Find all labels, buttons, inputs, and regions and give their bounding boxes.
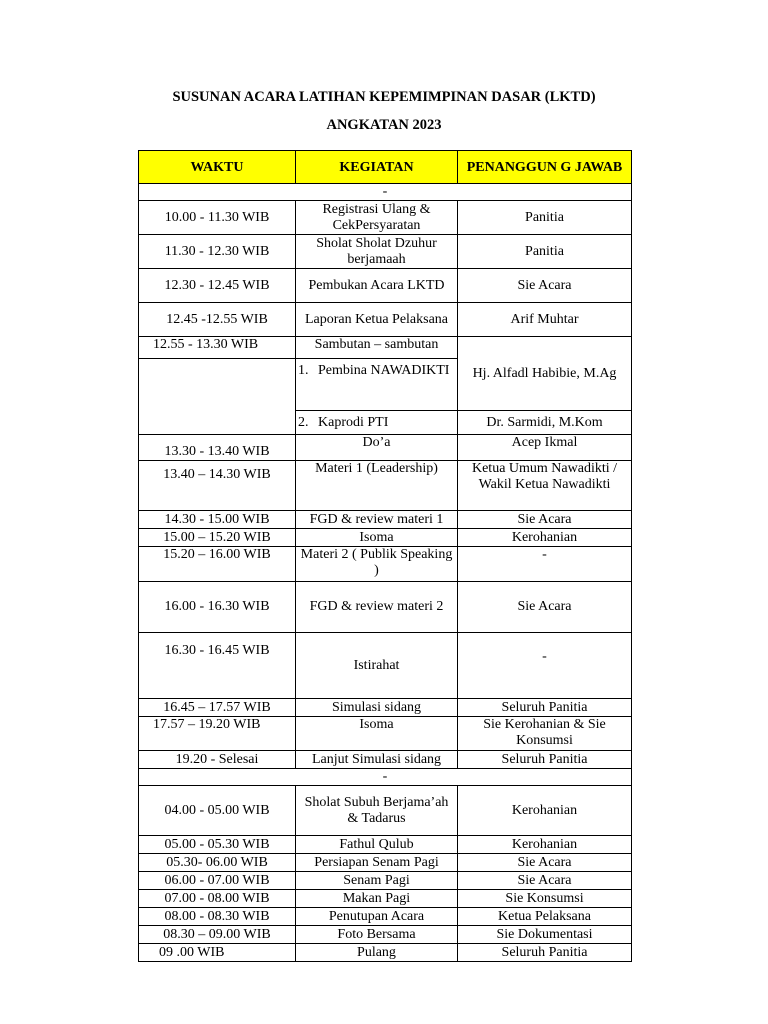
waktu-cell: 16.30 - 16.45 WIB xyxy=(139,633,296,699)
table-row xyxy=(139,269,632,303)
kegiatan-cell: Isoma xyxy=(296,717,458,751)
pj-cell: Sie Acara xyxy=(458,854,632,872)
waktu-cell: 15.00 – 15.20 WIB xyxy=(139,529,296,547)
schedule-table xyxy=(138,150,632,962)
kegiatan-cell: Isoma xyxy=(296,529,458,547)
kegiatan-cell: Laporan Ketua Pelaksana xyxy=(296,303,458,337)
pj-cell: - xyxy=(458,547,632,582)
list-number: 2. xyxy=(298,414,309,430)
pj-cell: Panitia xyxy=(458,235,632,269)
table-row xyxy=(139,337,632,359)
waktu-cell: 04.00 - 05.00 WIB xyxy=(139,786,296,836)
waktu-cell: 11.30 - 12.30 WIB xyxy=(139,235,296,269)
kegiatan-cell: Foto Bersama xyxy=(296,926,458,944)
waktu-cell: 07.00 - 08.00 WIB xyxy=(139,890,296,908)
table-row xyxy=(139,435,632,461)
pj-cell: Sie Konsumsi xyxy=(458,890,632,908)
table-row xyxy=(139,890,632,908)
pj-cell: Arif Muhtar xyxy=(458,303,632,337)
waktu-cell: 12.30 - 12.45 WIB xyxy=(139,269,296,303)
waktu-cell: 16.00 - 16.30 WIB xyxy=(139,582,296,633)
waktu-cell: 16.45 – 17.57 WIB xyxy=(139,699,296,717)
table-row xyxy=(139,944,632,962)
table-row xyxy=(139,854,632,872)
kegiatan-cell: FGD & review materi 1 xyxy=(296,511,458,529)
pj-cell: Seluruh Panitia xyxy=(458,944,632,962)
kegiatan-cell: Persiapan Senam Pagi xyxy=(296,854,458,872)
waktu-cell: 09 .00 WIB xyxy=(139,944,296,962)
table-row xyxy=(139,201,632,235)
header-kegiatan: KEGIATAN xyxy=(296,151,458,184)
pj-cell: Dr. Sarmidi, M.Kom xyxy=(458,411,632,435)
pj-cell: Hj. Alfadl Habibie, M.Ag xyxy=(458,337,632,411)
kegiatan-cell: Senam Pagi xyxy=(296,872,458,890)
waktu-cell: 17.57 – 19.20 WIB xyxy=(139,717,296,751)
pj-cell: Kerohanian xyxy=(458,836,632,854)
table-row xyxy=(139,582,632,633)
pj-cell: Seluruh Panitia xyxy=(458,751,632,769)
waktu-cell: 15.20 – 16.00 WIB xyxy=(139,547,296,582)
document-subtitle: ANGKATAN 2023 xyxy=(326,117,442,133)
table-row xyxy=(139,926,632,944)
pj-cell: Sie Acara xyxy=(458,582,632,633)
separator-cell: - xyxy=(139,769,632,786)
pj-cell: Kerohanian xyxy=(458,786,632,836)
pj-cell: Kerohanian xyxy=(458,529,632,547)
pj-cell: Panitia xyxy=(458,201,632,235)
pj-cell: Ketua Pelaksana xyxy=(458,908,632,926)
table-row xyxy=(139,751,632,769)
pj-cell: - xyxy=(458,633,632,699)
separator-row xyxy=(139,184,632,201)
table-row xyxy=(139,235,632,269)
kegiatan-cell: Penutupan Acara xyxy=(296,908,458,926)
separator-row xyxy=(139,769,632,786)
kegiatan-text: Pembina NAWADIKTI xyxy=(318,363,450,378)
waktu-cell: 05.30- 06.00 WIB xyxy=(139,854,296,872)
waktu-cell-empty xyxy=(139,359,296,435)
kegiatan-cell: FGD & review materi 2 xyxy=(296,582,458,633)
document-title: SUSUNAN ACARA LATIHAN KEPEMIMPINAN DASAR (LKTD) xyxy=(172,89,596,105)
waktu-cell: 10.00 - 11.30 WIB xyxy=(139,201,296,235)
kegiatan-cell: Materi 1 (Leadership) xyxy=(296,461,458,511)
table-row xyxy=(139,547,632,582)
table-row xyxy=(139,836,632,854)
kegiatan-cell: Simulasi sidang xyxy=(296,699,458,717)
pj-cell: Sie Dokumentasi xyxy=(458,926,632,944)
kegiatan-cell: Lanjut Simulasi sidang xyxy=(296,751,458,769)
waktu-cell: 13.40 – 14.30 WIB xyxy=(139,461,296,511)
table-row xyxy=(139,511,632,529)
table-row xyxy=(139,908,632,926)
kegiatan-cell: Sholat Subuh Berjama’ah & Tadarus xyxy=(296,786,458,836)
kegiatan-cell: Fathul Qulub xyxy=(296,836,458,854)
waktu-cell: 12.45 -12.55 WIB xyxy=(139,303,296,337)
header-row xyxy=(139,151,632,184)
table-row xyxy=(139,872,632,890)
kegiatan-cell: Pulang xyxy=(296,944,458,962)
kegiatan-cell: Istirahat xyxy=(296,633,458,699)
list-number: 1. xyxy=(298,363,309,378)
table-row xyxy=(139,786,632,836)
waktu-cell: 08.30 – 09.00 WIB xyxy=(139,926,296,944)
table-row xyxy=(139,717,632,751)
waktu-cell: 13.30 - 13.40 WIB xyxy=(139,435,296,461)
waktu-cell: 14.30 - 15.00 WIB xyxy=(139,511,296,529)
separator-cell: - xyxy=(139,184,632,201)
kegiatan-cell: Pembukan Acara LKTD xyxy=(296,269,458,303)
waktu-cell: 19.20 - Selesai xyxy=(139,751,296,769)
table-row xyxy=(139,633,632,699)
waktu-cell: 08.00 - 08.30 WIB xyxy=(139,908,296,926)
waktu-cell: 12.55 - 13.30 WIB xyxy=(139,337,296,359)
pj-cell: Sie Acara xyxy=(458,269,632,303)
kegiatan-cell: Registrasi Ulang & CekPersyaratan xyxy=(296,201,458,235)
kegiatan-cell xyxy=(296,359,458,411)
waktu-cell: 06.00 - 07.00 WIB xyxy=(139,872,296,890)
kegiatan-cell xyxy=(296,411,458,435)
header-waktu: WAKTU xyxy=(139,151,296,184)
table-row xyxy=(139,303,632,337)
table-row xyxy=(139,461,632,511)
pj-cell: Ketua Umum Nawadikti / Wakil Ketua Nawadikti xyxy=(458,461,632,511)
kegiatan-cell: Makan Pagi xyxy=(296,890,458,908)
header-penanggung-jawab: PENANGGUN G JAWAB xyxy=(458,151,632,184)
table-row xyxy=(139,529,632,547)
table-row xyxy=(139,699,632,717)
pj-cell: Sie Acara xyxy=(458,872,632,890)
kegiatan-cell: Do’a xyxy=(296,435,458,461)
pj-cell: Seluruh Panitia xyxy=(458,699,632,717)
kegiatan-cell: Materi 2 ( Publik Speaking ) xyxy=(296,547,458,582)
kegiatan-cell: Sambutan – sambutan xyxy=(296,337,458,359)
kegiatan-cell: Sholat Sholat Dzuhur berjamaah xyxy=(296,235,458,269)
pj-cell: Sie Acara xyxy=(458,511,632,529)
kegiatan-text: Kaprodi PTI xyxy=(318,414,389,430)
pj-cell: Acep Ikmal xyxy=(458,435,632,461)
waktu-cell: 05.00 - 05.30 WIB xyxy=(139,836,296,854)
pj-cell: Sie Kerohanian & Sie Konsumsi xyxy=(458,717,632,751)
